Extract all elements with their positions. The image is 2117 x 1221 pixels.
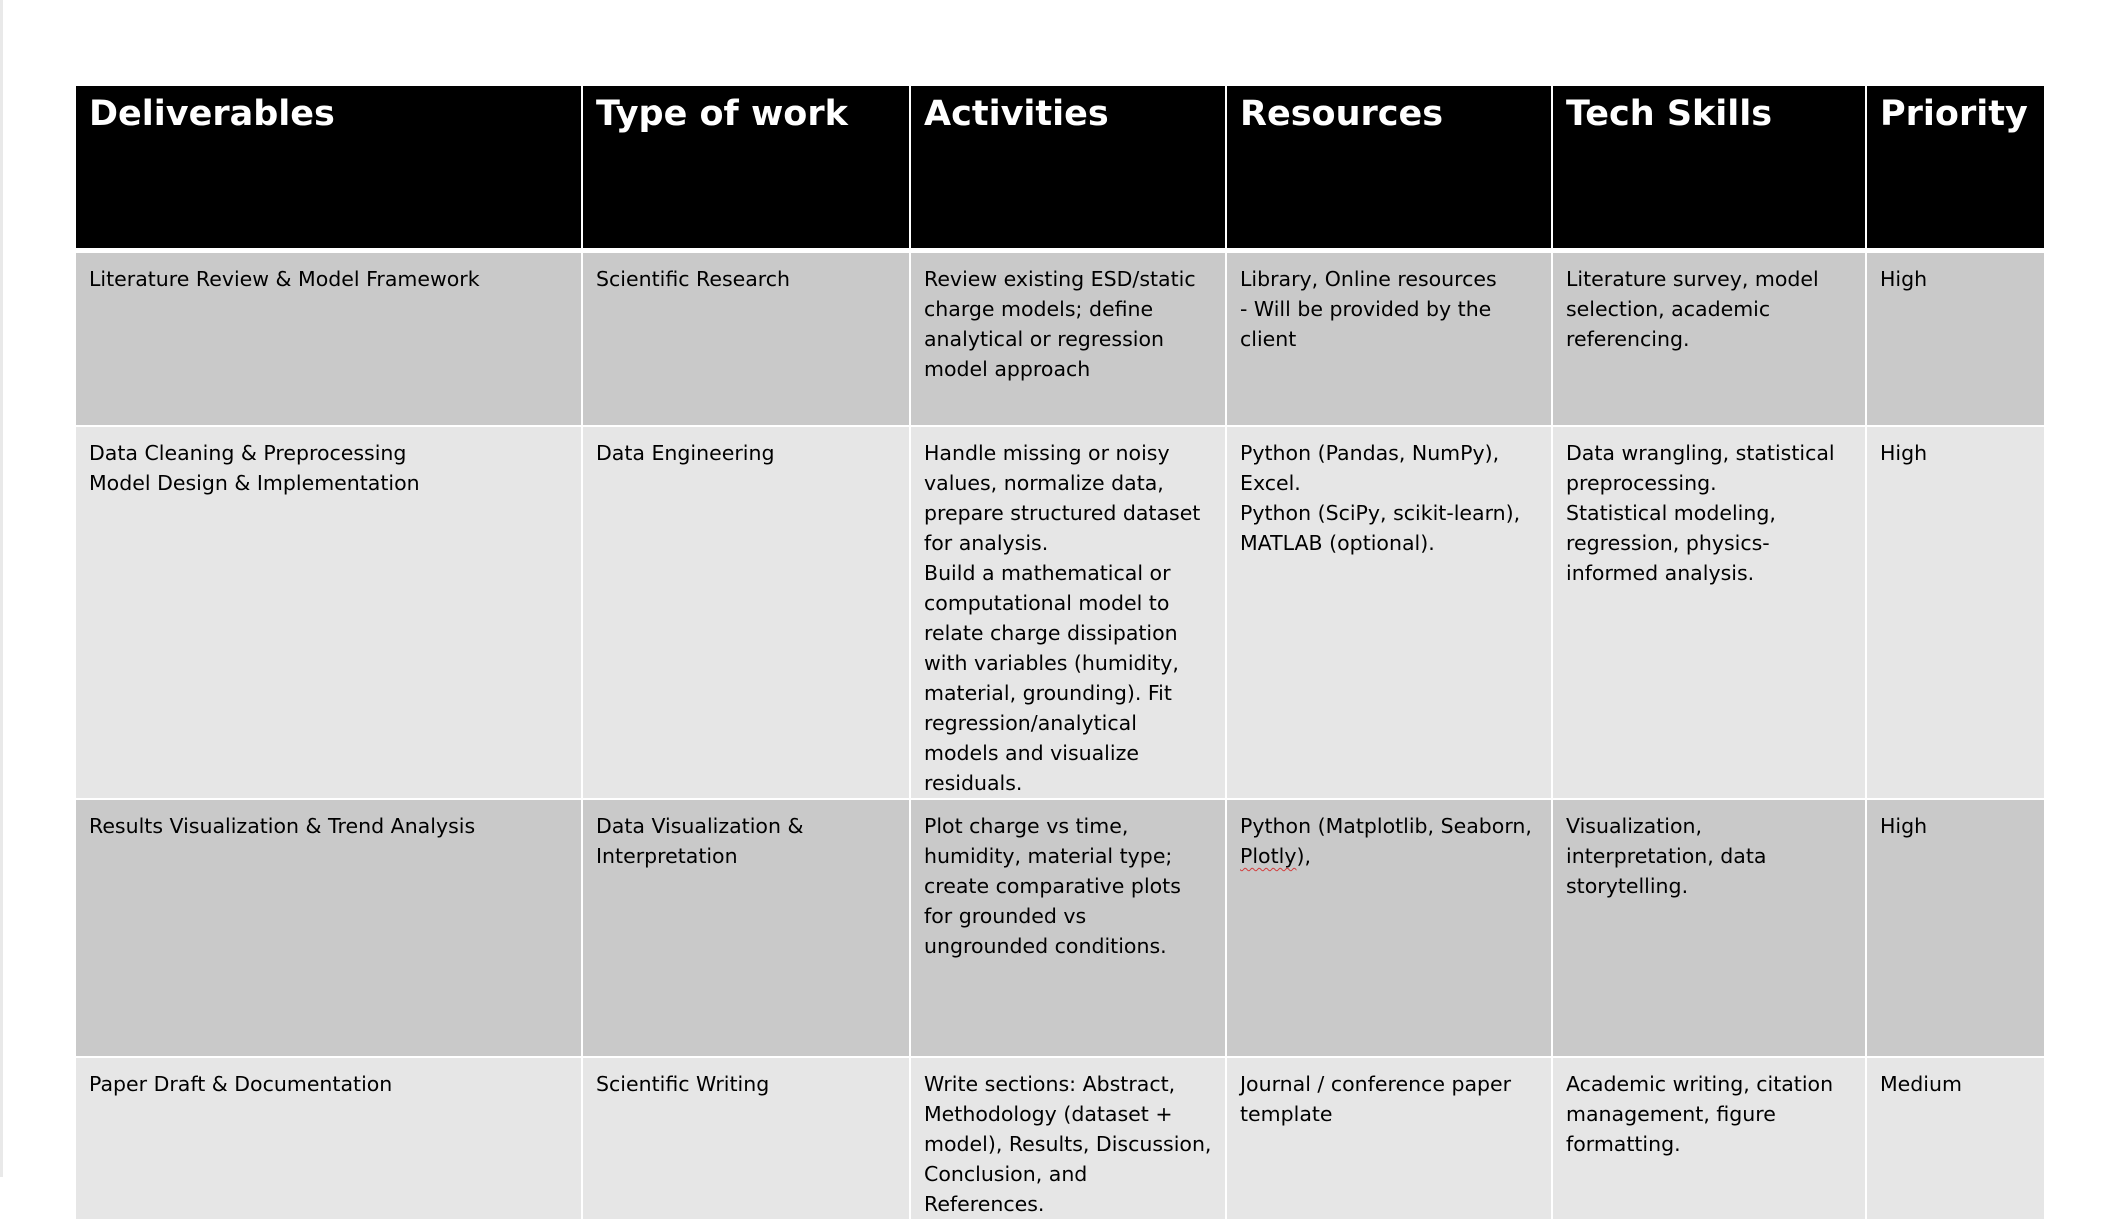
cell-tech-skills [1552,251,1866,427]
cell-text: Data Visualization & Interpretation [596,814,810,868]
priority-value: Medium [1880,1072,1962,1096]
priority-value: High [1880,441,1928,465]
priority-value: High [1880,267,1928,291]
deliverables-table [74,84,2046,1221]
cell-text: Library, Online resources [1240,267,1497,291]
cell-text: Data Engineering [596,441,775,465]
cell-type-of-work [582,251,910,427]
table-row [75,251,2045,427]
cell-type-of-work [582,799,910,1057]
cell-resources [1226,799,1552,1057]
cell-text: Review existing ESD/static charge models; define analytical or regression model approach [924,267,1203,381]
cell-tech-skills [1552,1057,1866,1220]
priority-value: High [1880,814,1928,838]
header-priority: Priority [1866,85,2045,251]
cell-activities [910,1057,1226,1220]
resources-text-before: Python (Matplotlib, Seaborn, [1240,814,1539,838]
cell-tech-skills [1552,426,1866,799]
cell-priority [1866,426,2045,799]
cell-text: Literature survey, model selection, academic referencing. [1566,267,1826,351]
cell-deliverables [75,426,582,799]
cell-deliverables [75,251,582,427]
cell-resources [1226,426,1552,799]
cell-text: Model Design & Implementation [89,471,420,495]
cell-priority [1866,799,2045,1057]
cell-text: Python (SciPy, scikit-learn), MATLAB (optional). [1240,501,1527,555]
header-tech-skills: Tech Skills [1552,85,1866,251]
cell-text: Write sections: Abstract, Methodology (dataset + model), Results, Discussion, Conclusion, and References. [924,1072,1218,1216]
cell-resources [1226,1057,1552,1220]
cell-text: Data wrangling, statistical preprocessing. [1566,441,1842,495]
cell-text: - Will be provided by the client [1240,297,1498,351]
cell-text: Statistical modeling, regression, physics-informed analysis. [1566,501,1783,585]
table-row [75,1057,2045,1220]
cell-type-of-work [582,426,910,799]
cell-text: Academic writing, citation management, figure formatting. [1566,1072,1840,1156]
cell-activities [910,426,1226,799]
cell-text: Literature Review & Model Framework [89,267,480,291]
cell-deliverables [75,1057,582,1220]
resources-text-after: ), [1296,844,1311,868]
cell-text: Scientific Research [596,267,791,291]
cell-text: Data Cleaning & Preprocessing [89,441,407,465]
cell-text: Scientific Writing [596,1072,770,1096]
table-row [75,799,2045,1057]
spellcheck-flagged-word[interactable]: Plotly [1240,844,1297,868]
cell-activities [910,799,1226,1057]
cell-priority [1866,1057,2045,1220]
cell-priority [1866,251,2045,427]
cell-text: Results Visualization & Trend Analysis [89,814,476,838]
cell-tech-skills [1552,799,1866,1057]
cell-text: Journal / conference paper template [1240,1072,1518,1126]
cell-type-of-work [582,1057,910,1220]
cell-text: Visualization, interpretation, data storytelling. [1566,814,1773,898]
cell-text: Handle missing or noisy values, normalize data, prepare structured dataset for analysis. [924,441,1207,555]
header-activities: Activities [910,85,1226,251]
header-resources: Resources [1226,85,1552,251]
table-header-row [75,85,2045,251]
header-deliverables: Deliverables [75,85,582,251]
cell-text: Plot charge vs time, humidity, material type; create comparative plots for grounded vs ungrounded conditions. [924,814,1188,958]
cell-text: Paper Draft & Documentation [89,1072,393,1096]
cell-deliverables [75,799,582,1057]
page-left-edge [0,0,3,1177]
table-row [75,426,2045,799]
cell-text: Python (Pandas, NumPy), Excel. [1240,441,1506,495]
cell-text: Build a mathematical or computational model to relate charge dissipation with variables (humidity, material, grounding). Fit regression/analytical models and visualize residuals. [924,561,1186,795]
cell-activities [910,251,1226,427]
cell-text [1240,811,1538,871]
cell-resources [1226,251,1552,427]
header-type-of-work: Type of work [582,85,910,251]
